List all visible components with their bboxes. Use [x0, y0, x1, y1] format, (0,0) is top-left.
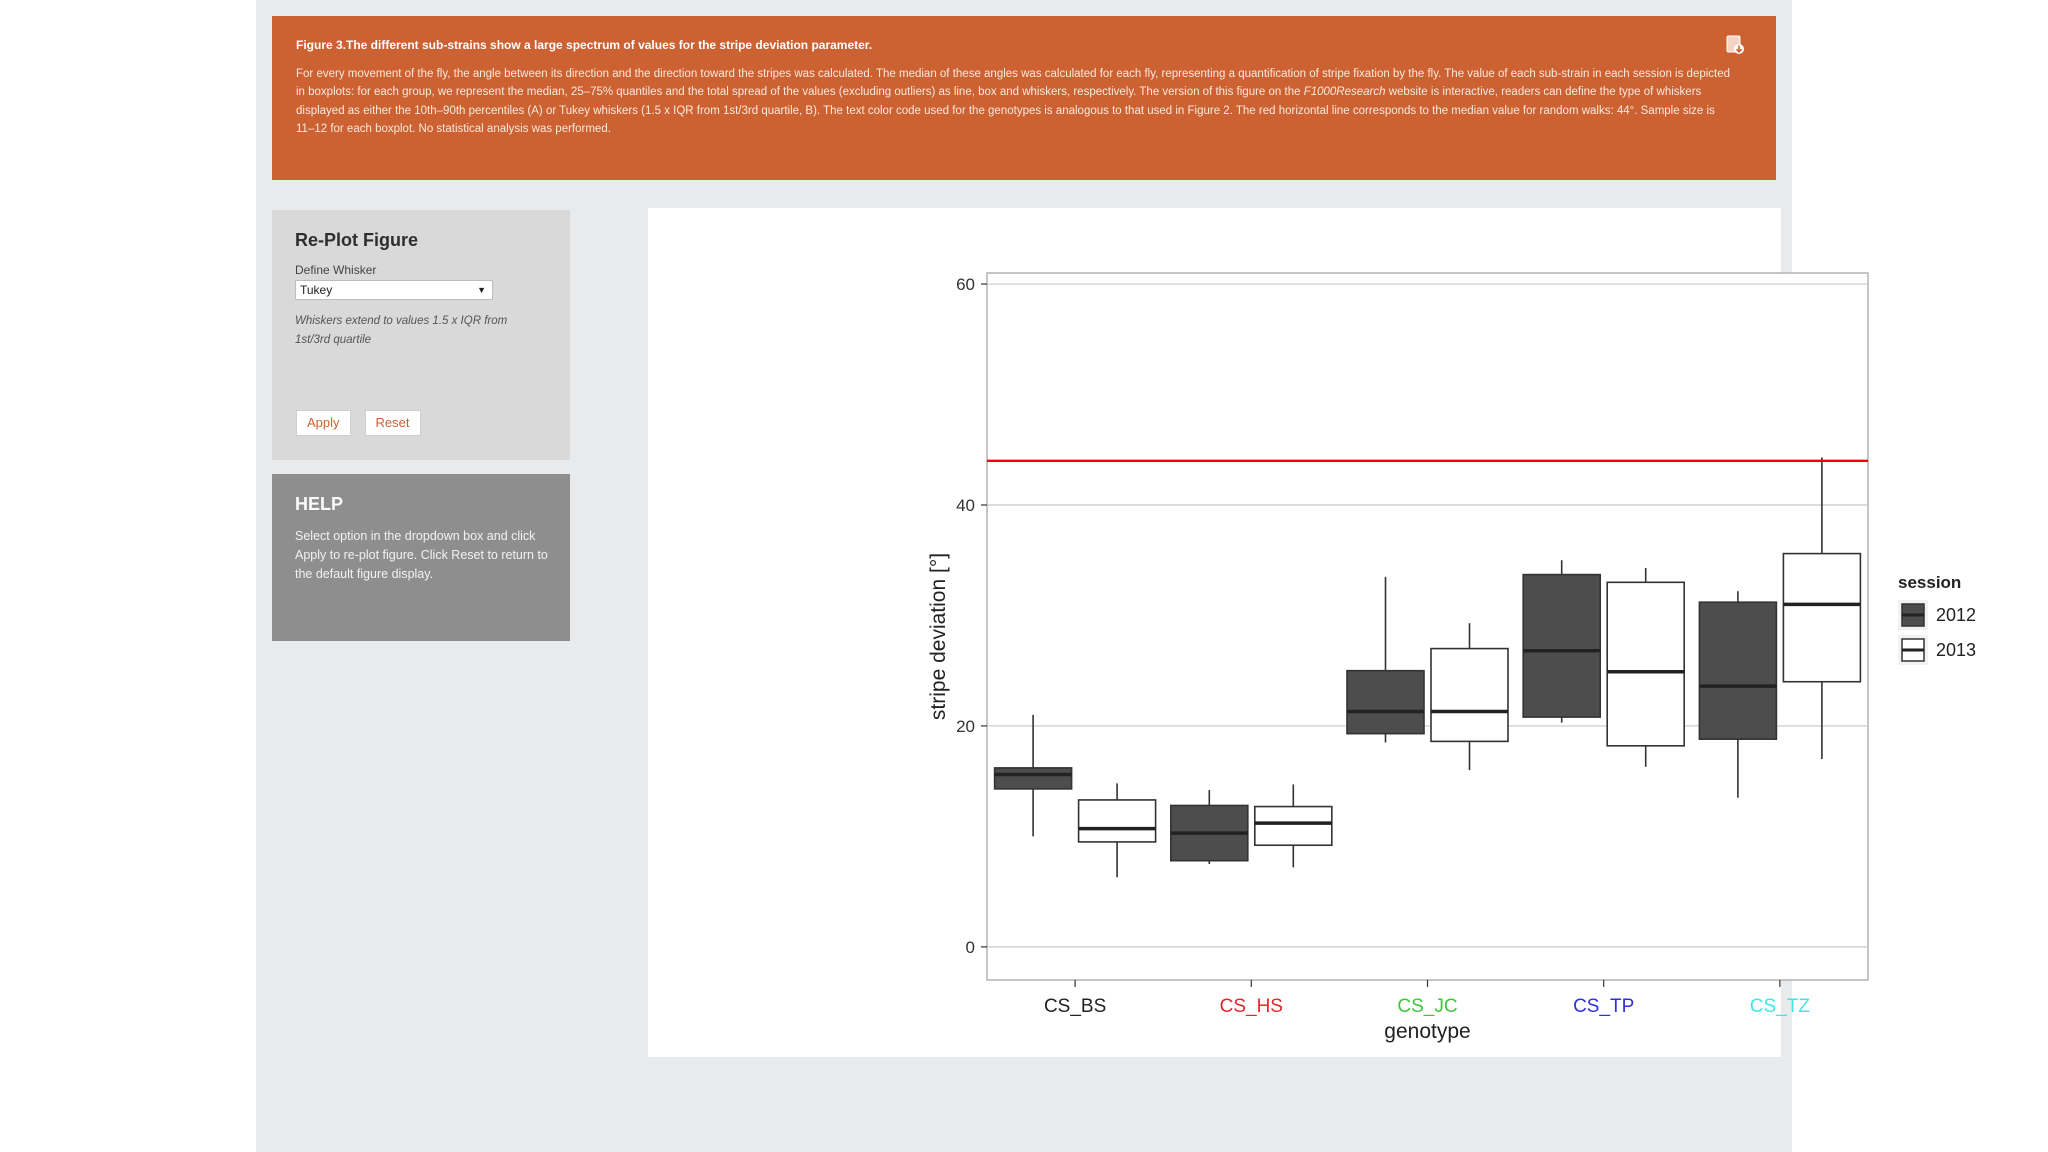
box-2012-CS_JC — [1347, 671, 1424, 734]
box-2013-CS_TZ — [1783, 554, 1860, 682]
help-text: Select option in the dropdown box and click Apply to re-plot figure. Click Reset to return to the default figure display. — [295, 529, 548, 581]
y-tick-label: 60 — [956, 275, 975, 295]
whisker-note: Whiskers extend to values 1.5 x IQR from 1st/3rd quartile — [295, 315, 508, 346]
chevron-down-icon: ▼ — [477, 285, 486, 295]
box-2013-CS_JC — [1431, 649, 1508, 742]
whisker-label: Define Whisker — [295, 263, 377, 277]
replot-title: Re-Plot Figure — [295, 230, 419, 250]
y-tick-label: 0 — [965, 937, 975, 957]
figure-caption — [272, 16, 1776, 180]
x-axis-title: genotype — [1384, 1020, 1471, 1043]
page — [256, 0, 1977, 1152]
box-2013-CS_TP — [1607, 582, 1684, 745]
y-axis-title: stripe deviation [°] — [927, 552, 950, 721]
x-tick-label: CS_TZ — [1749, 996, 1810, 1017]
help-title: HELP — [295, 494, 344, 514]
y-tick-label: 40 — [956, 495, 975, 515]
legend-text-journal: F1000Research — [1303, 86, 1386, 98]
replot-panel — [272, 210, 570, 460]
download-icon[interactable] — [1724, 34, 1746, 56]
box-2012-CS_BS — [995, 768, 1072, 789]
y-tick-label: 20 — [956, 716, 975, 736]
box-2013-CS_BS — [1079, 800, 1156, 842]
reset-button[interactable]: Reset — [365, 410, 421, 436]
x-tick-label: CS_BS — [1043, 996, 1107, 1017]
box-2013-CS_HS — [1255, 807, 1332, 846]
whisker-select-value: Tukey — [300, 283, 333, 297]
box-2012-CS_TP — [1523, 575, 1600, 718]
x-tick-label: CS_TP — [1573, 996, 1635, 1017]
figure-legend-text — [296, 65, 1736, 139]
whisker-select[interactable] — [295, 280, 493, 300]
legend-label: 2012 — [1936, 605, 1977, 625]
x-tick-label: CS_JC — [1397, 996, 1458, 1017]
help-panel — [272, 474, 570, 641]
apply-button[interactable]: Apply — [296, 410, 351, 436]
x-tick-label: CS_HS — [1219, 996, 1283, 1017]
legend-text-part-2: website is interactive, readers can define the type of whiskers displayed as either the 10th–90th percentiles (A) or Tukey whiskers (1.5 x IQR from 1st/3rd quartile, B). The text color code used for the genotypes is analogous to that used in Figure 2. The red horizontal line corresponds to the median value for random walks: 44°. Sample size is 11–12 for each boxplot. No statistical analysis was performed. — [296, 86, 1715, 135]
box-2012-CS_TZ — [1699, 602, 1776, 739]
legend-text-part-1: For every movement of the fly, the angle between its direction and the direction toward the stripes was calculated. The median of these angles was calculated for each fly, representing a quantification of stripe fixation by the fly. The value of each sub-strain in each session is depicted in boxplots: for each group, we represent the median, 25–75% quantiles and the total spread of the values (excluding outliers) as line, box and whiskers, respectively. The version of this figure on the — [296, 67, 1731, 98]
plot-panel — [648, 208, 1977, 1057]
legend-label: 2013 — [1936, 640, 1977, 660]
boxplot-chart — [648, 208, 1977, 1057]
figure-title: Figure 3.The different sub-strains show a large spectrum of values for the stripe deviation parameter. — [296, 38, 873, 52]
legend-title: session — [1898, 573, 1962, 592]
